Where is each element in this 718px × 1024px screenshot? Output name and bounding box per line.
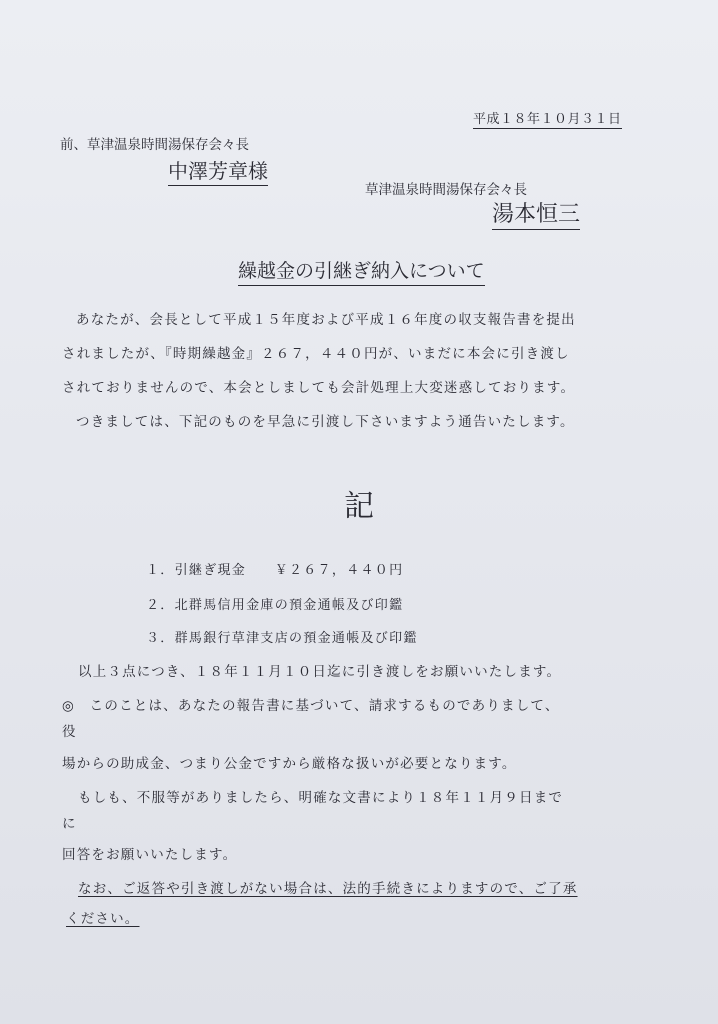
sender-title: 草津温泉時間湯保存会々長	[365, 182, 527, 198]
body-line-4: つきましては、下記のものを早急に引渡し下さいますよう通告いたします。	[76, 414, 575, 430]
body-line-1: あなたが、会長として平成１５年度および平成１６年度の収支報告書を提出	[76, 312, 576, 328]
letter-date: 平成１８年１０月３１日	[473, 108, 622, 129]
closing-line-3: 役	[62, 724, 77, 740]
body-line-2: されましたが、『時期繰越金』２６７，４４０円が、いまだに本会に引き渡し	[62, 346, 570, 362]
list-item-1: １．引継ぎ現金 ￥２６７，４４０円	[146, 563, 404, 578]
closing-line-8: なお、ご返答や引き渡しがない場合は、法的手続きによりますので、ご了承	[78, 881, 578, 897]
sender-name: 湯本恒三	[492, 197, 580, 230]
list-item-2: ２．北群馬信用金庫の預金通帳及び印鑑	[146, 598, 404, 613]
recipient-title: 前、草津温泉時間湯保存会々長	[60, 137, 249, 153]
closing-line-5: もしも、不服等がありましたら、明確な文書により１８年１１月９日まで	[78, 790, 564, 806]
closing-line-7: 回答をお願いいたします。	[62, 847, 238, 863]
letter-subject: 繰越金の引継ぎ納入について	[238, 256, 485, 286]
ki-heading: 記	[344, 489, 374, 524]
body-line-3: されておりませんので、本会としましても会計処理上大変迷惑しております。	[62, 380, 576, 396]
list-item-3: ３．群馬銀行草津支店の預金通帳及び印鑑	[146, 631, 418, 646]
closing-line-9: ください。	[66, 911, 140, 927]
closing-line-1: 以上３点につき、１８年１１月１０日迄に引き渡しをお願いいたします。	[78, 664, 562, 680]
closing-line-2: ◎ このことは、あなたの報告書に基づいて、請求するものでありまして、	[62, 698, 560, 714]
closing-line-6: に	[62, 816, 77, 832]
recipient-name: 中澤芳章様	[168, 155, 268, 186]
closing-line-4: 場からの助成金、つまり公金ですから厳格な扱いが必要となります。	[62, 756, 517, 772]
